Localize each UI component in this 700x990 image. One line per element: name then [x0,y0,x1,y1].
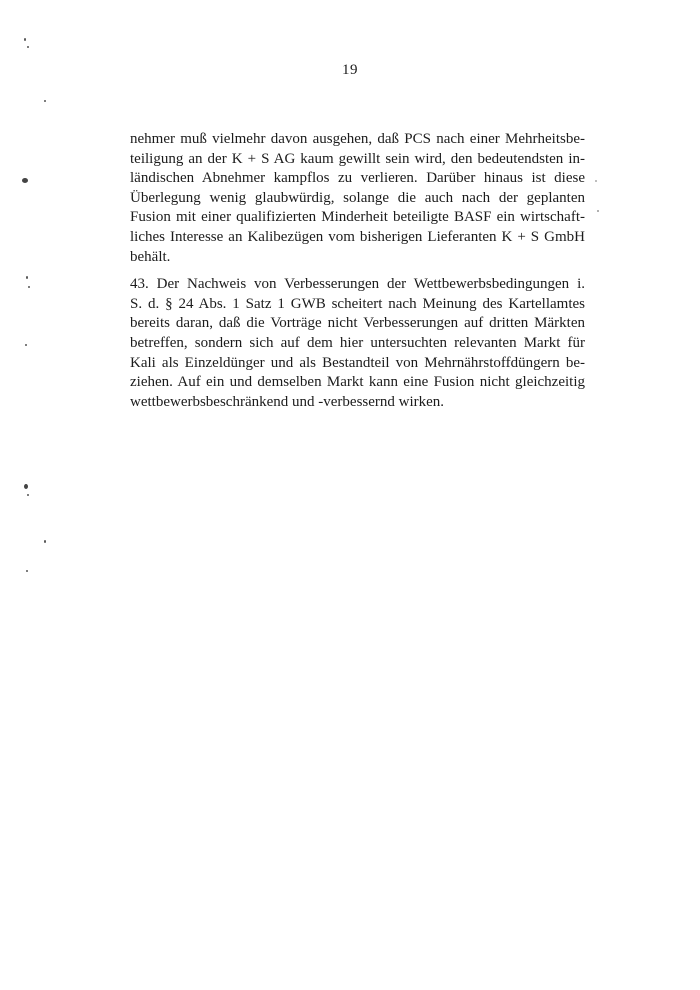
text-line: Kali als Einzeldünger und als Bestandteil von Mehrnährstoffdüngern be- [130,354,585,371]
scan-speck [22,178,28,183]
text-line: S. d. § 24 Abs. 1 Satz 1 GWB scheitert nach Meinung des Kartellamtes [130,295,585,312]
text-line: Fusion mit einer qualifizierten Minderheit beteiligte BASF ein wirtschaft- [130,209,585,226]
scan-speck [26,276,28,279]
text-line: 43. Der Nachweis von Verbesserungen der Wettbewerbsbedingungen i. [130,276,585,293]
text-line: behält. [130,248,171,265]
text-line: teiligung an der K + S AG kaum gewillt sein wird, den bedeutendsten in- [130,150,585,167]
scan-speck [28,286,30,288]
text-line: ländischen Abnehmer kampflos zu verlieren. Darüber hinaus ist diese [130,170,585,187]
scan-speck [24,484,28,489]
paragraph-43 [130,275,585,412]
text-line: nehmer muß vielmehr davon ausgehen, daß PCS nach einer Mehrheitsbe- [130,131,585,147]
scan-speck [24,38,26,41]
text-line: ziehen. Auf ein und demselben Markt kann eine Fusion nicht gleichzeitig [130,374,585,391]
scan-speck [25,344,27,346]
page-number: 19 [342,62,358,78]
body-text [130,130,585,412]
scan-speck [27,46,29,48]
scan-speck [26,570,28,572]
text-line: liches Interesse an Kalibezügen vom bisherigen Lieferanten K + S GmbH [130,228,585,245]
scan-speck [597,210,599,212]
text-line: betreffen, sondern sich auf dem hier untersuchten relevanten Markt für [130,334,585,351]
paragraph-1 [130,130,585,267]
text-line: wettbewerbsbeschränkend und -verbessernd wirken. [130,393,445,410]
scan-speck [595,180,597,182]
text-line: Überlegung wenig glaubwürdig, solange die auch nach der geplanten [130,189,585,206]
scan-speck [44,540,46,543]
scan-speck [27,494,29,496]
text-line: bereits daran, daß die Vorträge nicht Verbesserungen auf dritten Märkten [130,315,585,332]
scan-speck [44,100,46,102]
